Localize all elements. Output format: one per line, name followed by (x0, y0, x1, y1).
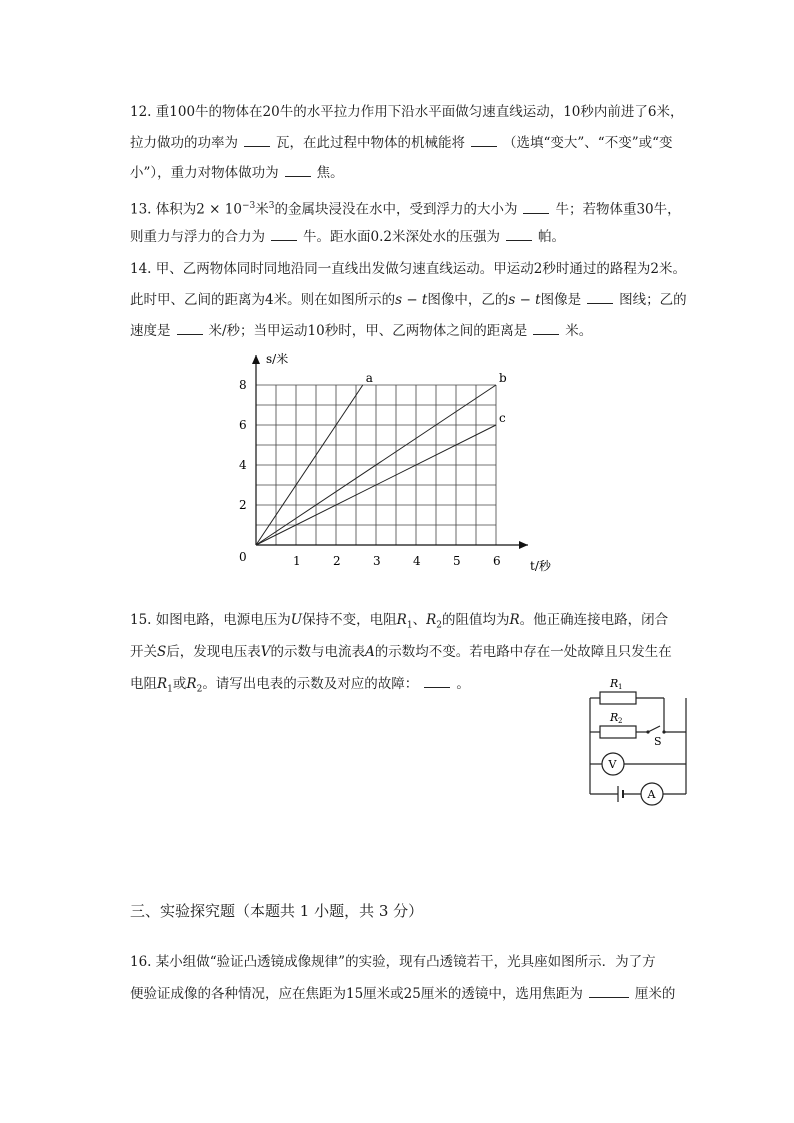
origin-label: 0 (239, 550, 247, 564)
q14-text: 米/秒；当甲运动10秒时，甲、乙两物体之间的距离是 (208, 323, 528, 339)
answer-blank (244, 134, 270, 147)
q13-text: 牛。距水面0.2米深处水的压强为 (303, 229, 500, 245)
q16-text: 便验证成像的各种情况，应在焦距为15厘米或25厘米的透镜中，选用焦距为 (130, 986, 583, 1002)
q15-text: 的示数与电流表 (270, 644, 365, 660)
q12-text: 焦。 (316, 165, 344, 181)
q15-line3 (130, 674, 470, 700)
q15-line2 (130, 642, 672, 662)
y-tick-label: 2 (239, 498, 247, 512)
section-heading: 三、实验探究题（本题共 1 小题，共 3 分） (130, 902, 424, 920)
answer-blank (506, 228, 532, 241)
q14-line3 (130, 321, 592, 341)
subscript: 2 (436, 620, 442, 631)
x-tick-label: 3 (373, 554, 381, 568)
series-label-b: b (499, 371, 507, 385)
q15-text: 后，发现电压表 (166, 644, 261, 660)
q12-line2 (130, 133, 673, 153)
q13-text: 米 (255, 201, 269, 218)
x-axis-label: t/秒 (530, 559, 551, 573)
q13-text: 牛；若物体重30牛， (555, 201, 681, 218)
tick-labels (239, 351, 552, 573)
y-axis-arrow (252, 355, 260, 364)
circuit-diagram (580, 668, 700, 808)
symbol-R2: R (186, 676, 197, 692)
q15-text: 。请写出电表的示数及对应的故障： (202, 676, 419, 692)
answer-blank (587, 291, 613, 304)
answer-blank (285, 164, 311, 177)
symbol-S: S (157, 644, 167, 660)
q15-text: 、 (412, 612, 427, 628)
q15-text: 的示数均不变。若电路中存在一处故障且只发生在 (374, 644, 672, 660)
subscript: 1 (167, 684, 173, 695)
symbol-R2: R (426, 612, 437, 628)
r1-label: R (610, 677, 619, 690)
series-label-c: c (499, 411, 506, 425)
q12-line1: 12. 重100牛的物体在20牛的水平拉力作用下沿水平面做匀速直线运动，10秒内前进了6米， (130, 104, 684, 120)
r1-subscript: 1 (618, 683, 623, 691)
answer-blank (589, 985, 629, 998)
q15-text: 开关 (130, 644, 157, 660)
series-label-a: a (365, 371, 373, 385)
q14-text: 速度是 (130, 323, 171, 339)
q15-text: 或 (172, 676, 187, 692)
switch-contact (662, 730, 665, 733)
q15-text: 。他正确连接电路，闭合 (519, 612, 669, 628)
q14-text: 图像是 (540, 292, 582, 308)
x-tick-label: 6 (493, 554, 501, 568)
q16-text: 厘米的 (634, 986, 676, 1002)
resistor-r2 (600, 726, 636, 738)
resistor-r1 (600, 692, 636, 704)
symbol-R1: R (157, 676, 168, 692)
q14-text: 米。 (565, 323, 593, 339)
q15-line1 (130, 610, 668, 636)
q13-text: 的金属块浸没在水中，受到浮力的大小为 (274, 201, 518, 218)
q14-text: 图线；乙的 (619, 292, 687, 308)
exponent: −3 (241, 201, 256, 211)
answer-blank (471, 134, 497, 147)
q12-text: 小”），重力对物体做功为 (130, 165, 279, 181)
answer-blank (424, 675, 450, 688)
q12-text: （选填“变大”、“不变”或“变 (503, 135, 673, 151)
s-t-graph (228, 340, 568, 580)
q13-text: 13. 体积为2 × 10 (130, 201, 242, 218)
x-tick-label: 5 (453, 554, 461, 568)
subscript: 1 (406, 620, 413, 631)
y-tick-label: 6 (239, 418, 247, 432)
voltmeter-label: V (608, 758, 617, 771)
y-tick-label: 4 (239, 458, 247, 472)
q14-line1: 14. 甲、乙两物体同时同地沿同一直线出发做匀速直线运动。甲运动2秒时通过的路程为2米。 (130, 261, 686, 277)
symbol-A: A (365, 644, 375, 660)
q13-line2 (130, 227, 565, 247)
q13-text: 帕。 (537, 229, 565, 245)
q12-line3 (130, 163, 344, 183)
q14-text: 此时甲、乙间的距离为4米。则在如图所示的 (130, 292, 396, 308)
r2-subscript: 2 (618, 717, 623, 725)
q15-text: 。 (456, 676, 470, 692)
q12-text: 瓦，在此过程中物体的机械能将 (276, 135, 465, 151)
x-axis-arrow (519, 541, 528, 549)
subscript: 2 (196, 684, 203, 695)
q15-text: 的阻值均为 (441, 612, 510, 628)
q15-text: 电阻 (130, 676, 157, 692)
answer-blank (523, 201, 549, 214)
s-t-symbol: s − t (395, 292, 428, 308)
q14-line2 (130, 290, 687, 310)
switch-label: S (654, 735, 662, 748)
r2-label: R (610, 711, 619, 724)
q12-text: 拉力做功的功率为 (130, 135, 238, 151)
q13-text: 则重力与浮力的合力为 (130, 229, 265, 245)
symbol-R1: R (396, 612, 407, 628)
answer-blank (533, 322, 559, 335)
y-axis-label: s/米 (266, 352, 289, 366)
symbol-R: R (509, 612, 520, 628)
s-t-symbol: s − t (508, 292, 541, 308)
x-tick-label: 4 (413, 554, 421, 568)
switch-contact (646, 730, 649, 733)
q16-line2 (130, 984, 675, 1004)
ammeter-label: A (647, 788, 656, 801)
x-tick-label: 2 (333, 554, 341, 568)
q15-text: 15. 如图电路，电源电压为 (130, 612, 291, 628)
symbol-V: V (260, 644, 271, 660)
x-tick-label: 1 (293, 554, 301, 568)
symbol-U: U (290, 612, 303, 628)
q16-line1: 16. 某小组做“验证凸透镜成像规律”的实验，现有凸透镜若干，光具座如图所示．为了方 (130, 954, 656, 970)
y-tick-label: 8 (239, 378, 247, 392)
switch-blade (648, 726, 660, 732)
q14-text: 图像中，乙的 (427, 292, 509, 308)
answer-blank (271, 228, 297, 241)
q13-line1 (130, 196, 681, 220)
q15-text: 保持不变，电阻 (302, 612, 397, 628)
answer-blank (177, 322, 203, 335)
exponent: 3 (268, 201, 275, 211)
